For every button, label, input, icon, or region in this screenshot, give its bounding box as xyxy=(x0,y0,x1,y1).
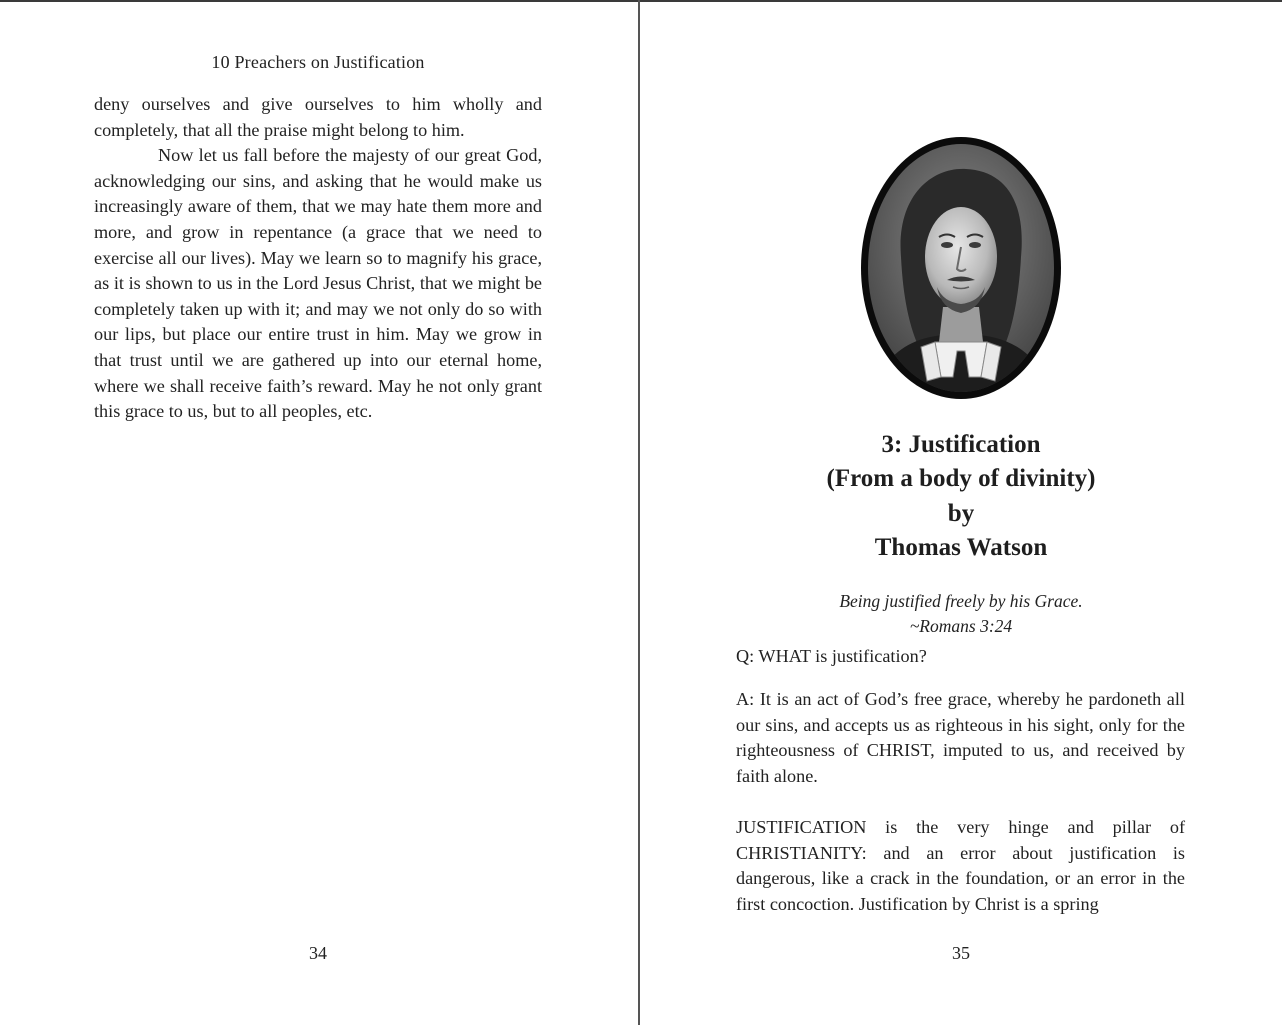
epigraph-quote: Being justified freely by his Grace. xyxy=(839,591,1083,611)
chapter-title-line-1: 3: Justification xyxy=(881,431,1041,458)
page-number-left: 34 xyxy=(309,943,327,963)
right-page xyxy=(640,0,1282,1025)
page-number-right: 35 xyxy=(952,943,970,963)
paragraph-justification: JUSTIFICATION is the very hinge and pillar of CHRISTIANITY: and an error about justification is dangerous, like a crack in the foundation, or an error in the first concoction. Justification by Christ is a spring xyxy=(736,817,1185,914)
question-text: Q: WHAT is justification? xyxy=(736,646,927,666)
chapter-title-line-2: (From a body of divinity) xyxy=(826,465,1096,493)
left-page-body xyxy=(94,92,542,425)
epigraph xyxy=(640,589,1282,638)
paragraph-prayer: Now let us fall before the majesty of our great God, acknowledging our sins, and asking that he would make us increasingly aware of them, that we may hate them more and more, and grow in repentance (a grace that we need to exercise all our lives). May we learn so to magnify his grace, as it is shown to us in the Lord Jesus Christ, that we might be completely taken up with it; and may we not only do so with our lips, but place our entire trust in him. May we grow in that trust until we are gathered up into our eternal home, where we shall receive faith’s reward. May he not only grant this grace to us, but to all peoples, etc. xyxy=(94,145,542,422)
chapter-title-line-3: by xyxy=(947,499,975,527)
running-header: 10 Preachers on Justification xyxy=(211,52,425,72)
portrait-icon xyxy=(861,137,1061,399)
paragraph-continuation: deny ourselves and give ourselves to him wholly and completely, that all the praise might belong to him. xyxy=(94,94,542,140)
chapter-title xyxy=(640,428,1282,565)
left-page xyxy=(0,0,638,1025)
epigraph-citation: ~Romans 3:24 xyxy=(909,615,1013,636)
chapter-title-author: Thomas Watson xyxy=(874,533,1048,561)
answer-text: A: It is an act of God’s free grace, whereby he pardoneth all our sins, and accepts us as righteous in his sight, only for the righteousness of CHRIST, imputed to us, and received by faith alone. xyxy=(736,689,1185,786)
